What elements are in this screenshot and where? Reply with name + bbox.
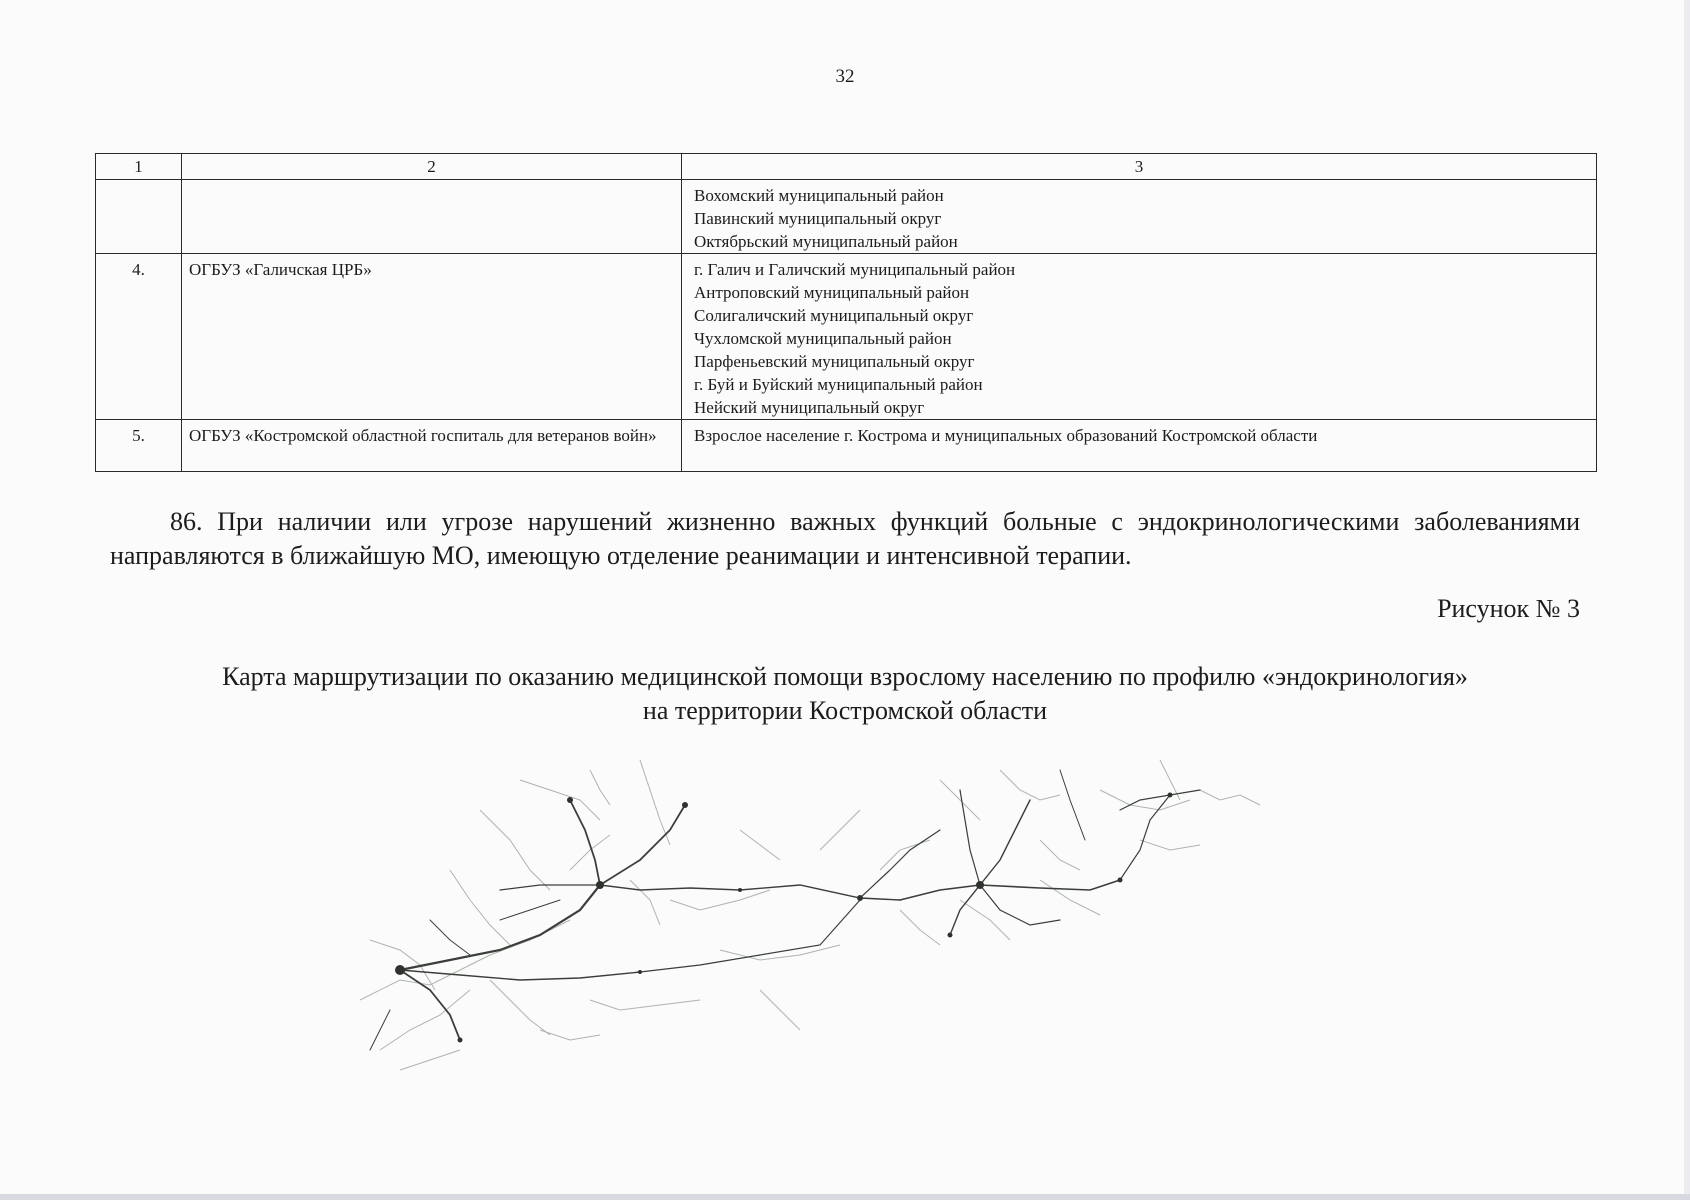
district-item: Октябрьский муниципальный район	[694, 232, 958, 251]
table-header-cell: 3	[682, 154, 1597, 180]
table-row	[96, 180, 1597, 254]
figure-title-line: Карта маршрутизации по оказанию медицинской помощи взрослому населению по профилю «эндокринология»	[222, 662, 1468, 691]
districts-cell	[682, 420, 1597, 472]
figure-title	[0, 660, 1690, 728]
scan-edge-right	[1684, 0, 1690, 1200]
district-item: г. Галич и Галичский муниципальный район	[694, 260, 1016, 279]
district-item: Парфеньевский муниципальный округ	[694, 352, 975, 371]
table-row	[96, 254, 1597, 420]
road-network-map	[340, 750, 1280, 1090]
body-paragraph: 86. При наличии или угрозе нарушений жизненно важных функций больные с эндокринологическими заболеваниями направляются в ближайшую МО, имеющую отделение реанимации и интенсивной терапии.	[110, 507, 1580, 570]
row-number: 4.	[96, 254, 182, 420]
district-item: Антроповский муниципальный район	[694, 283, 970, 302]
map-main-roads	[370, 770, 1200, 1050]
map-minor-roads	[360, 760, 1260, 1070]
map-settlements	[395, 793, 1173, 1043]
district-item: Солигаличский муниципальный округ	[694, 306, 974, 325]
figure-title-line: на территории Костромской области	[642, 696, 1048, 725]
organization-cell: ОГБУЗ «Костромской областной госпиталь для ветеранов войн»	[182, 420, 682, 472]
district-item: Взрослое население г. Кострома и муниципальных образований Костромской области	[694, 426, 1318, 445]
row-number	[96, 180, 182, 254]
routing-table	[95, 153, 1597, 472]
district-item: Чухломской муниципальный район	[694, 329, 952, 348]
district-item: Нейский муниципальный округ	[694, 398, 925, 417]
districts-cell	[682, 180, 1597, 254]
table-header-cell: 2	[182, 154, 682, 180]
districts-cell	[682, 254, 1597, 420]
row-number: 5.	[96, 420, 182, 472]
table-row	[96, 420, 1597, 472]
table-header-row	[96, 154, 1597, 180]
district-item: Павинский муниципальный округ	[694, 209, 942, 228]
table-header-cell: 1	[96, 154, 182, 180]
organization-cell	[182, 180, 682, 254]
organization-cell: ОГБУЗ «Галичская ЦРБ»	[182, 254, 682, 420]
scan-edge-bottom	[0, 1194, 1690, 1200]
figure-label: Рисунок № 3	[1437, 594, 1580, 623]
district-item: г. Буй и Буйский муниципальный район	[694, 375, 983, 394]
page-number: 32	[835, 66, 855, 87]
district-item: Вохомский муниципальный район	[694, 186, 944, 205]
